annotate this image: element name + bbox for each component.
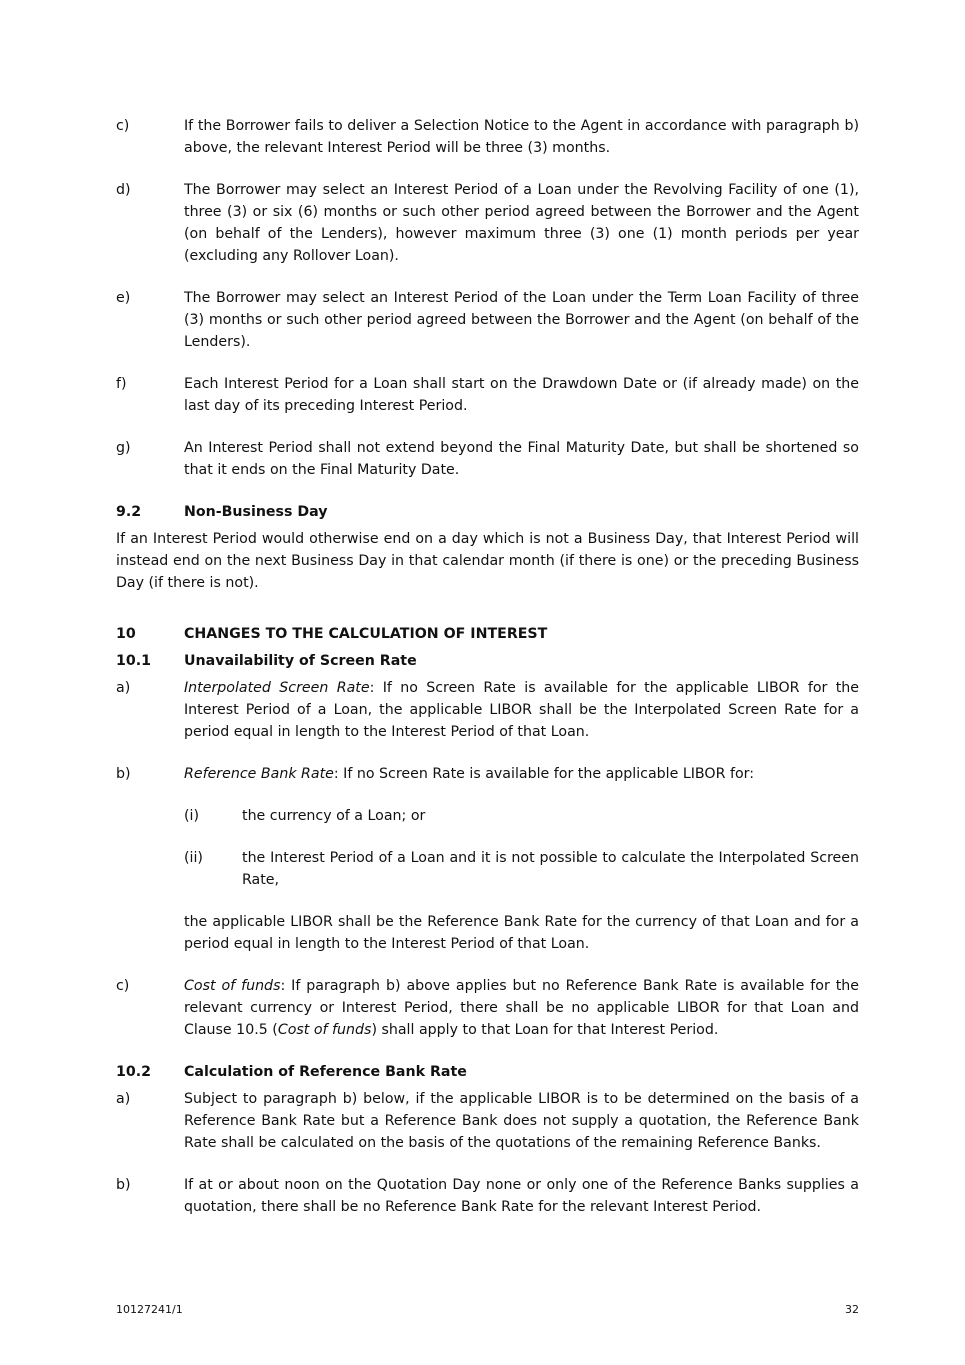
item-label: a) <box>116 680 131 696</box>
defined-term: Cost of funds <box>184 978 281 994</box>
list-item <box>116 287 859 353</box>
clause-title: CHANGES TO THE CALCULATION OF INTEREST <box>184 626 548 642</box>
cross-reference-term: Cost of funds <box>277 1022 372 1038</box>
item-label: a) <box>116 1091 131 1107</box>
item-text: Subject to paragraph b) below, if the applicable LIBOR is to be determined on the basis of a Reference Bank Rate but a Reference Bank does not supply a quotation, the Reference Bank Rate shall be calculated on the basis of the quotations of the remaining Reference Banks. <box>184 1091 859 1151</box>
item-text: The Borrower may select an Interest Period of a Loan under the Revolving Facility of one (1), three (3) or six (6) months or such other period agreed between the Borrower and the Agent (on behalf of the Lenders), however maximum three (3) one (1) month periods per year (excluding any Rollover Loan). <box>184 182 859 264</box>
item-text: Each Interest Period for a Loan shall start on the Drawdown Date or (if already made) on the last day of its preceding Interest Period. <box>184 376 859 414</box>
list-item <box>116 1088 859 1154</box>
item-label: g) <box>116 440 131 456</box>
item-body-end: ) shall apply to that Loan for that Interest Period. <box>371 1022 719 1038</box>
section-title: Non-Business Day <box>184 504 328 520</box>
defined-term: Interpolated Screen Rate <box>184 680 370 696</box>
item-label: c) <box>116 978 130 994</box>
item-text <box>184 763 859 785</box>
item-label: c) <box>116 118 130 134</box>
clause-number: 10 <box>116 626 136 642</box>
item-text <box>184 975 859 1041</box>
item-body: : If paragraph b) above applies but no Reference Bank Rate is available for the relevant currency or Interest Period, there shall be no applicable LIBOR for that Loan and Clause 10.5 ( <box>184 978 859 1038</box>
section-heading-10-1 <box>116 650 859 672</box>
sub-item <box>184 805 859 827</box>
section-number: 10.1 <box>116 653 152 669</box>
item-body: : If no Screen Rate is available for the applicable LIBOR for: <box>333 766 754 782</box>
item-label: d) <box>116 182 131 198</box>
item-label: b) <box>116 1177 131 1193</box>
sub-item-label: (ii) <box>184 850 203 866</box>
item-label: b) <box>116 766 131 782</box>
item-text: If at or about noon on the Quotation Day none or only one of the Reference Banks supplies a quotation, there shall be no Reference Bank Rate for the relevant Interest Period. <box>184 1177 859 1215</box>
document-page <box>116 115 859 1238</box>
sub-item-label: (i) <box>184 808 200 824</box>
defined-term: Reference Bank Rate <box>184 766 334 782</box>
section-title: Unavailability of Screen Rate <box>184 653 417 669</box>
sub-item-text: the currency of a Loan; or <box>242 808 426 824</box>
clause-heading-10 <box>116 623 859 645</box>
list-item <box>116 1174 859 1218</box>
document-id: 10127241/1 <box>116 1303 183 1316</box>
item-text <box>184 677 859 743</box>
item-label: e) <box>116 290 131 306</box>
list-item <box>116 763 859 785</box>
sub-item <box>184 847 859 891</box>
list-item <box>116 179 859 267</box>
list-item <box>116 115 859 159</box>
section-paragraph: If an Interest Period would otherwise end on a day which is not a Business Day, that Interest Period will instead end on the next Business Day in that calendar month (if there is one) or the preceding Business Day (if there is not). <box>116 531 859 591</box>
section-heading-9-2 <box>116 501 859 523</box>
list-item <box>116 437 859 481</box>
sub-item-text: the Interest Period of a Loan and it is not possible to calculate the Interpolated Screen Rate, <box>242 850 859 888</box>
section-title: Calculation of Reference Bank Rate <box>184 1064 467 1080</box>
section-number: 10.2 <box>116 1064 152 1080</box>
item-text: The Borrower may select an Interest Period of the Loan under the Term Loan Facility of three (3) months or such other period agreed between the Borrower and the Agent (on behalf of the Lenders). <box>184 290 859 350</box>
section-heading-10-2 <box>116 1061 859 1083</box>
list-item <box>116 373 859 417</box>
item-label: f) <box>116 376 127 392</box>
continuation-paragraph: the applicable LIBOR shall be the Reference Bank Rate for the currency of that Loan and for a period equal in length to the Interest Period of that Loan. <box>184 914 859 952</box>
item-text: If the Borrower fails to deliver a Selection Notice to the Agent in accordance with paragraph b) above, the relevant Interest Period will be three (3) months. <box>184 118 859 156</box>
item-body: : If no Screen Rate is available for the applicable LIBOR for the Interest Period of a Loan, the applicable LIBOR shall be the Interpolated Screen Rate for a period equal in length to the Interest Period of that Loan. <box>184 680 859 740</box>
list-item <box>116 975 859 1041</box>
page-number: 32 <box>845 1303 859 1316</box>
section-number: 9.2 <box>116 504 142 520</box>
item-text: An Interest Period shall not extend beyond the Final Maturity Date, but shall be shortened so that it ends on the Final Maturity Date. <box>184 440 859 478</box>
list-item <box>116 677 859 743</box>
